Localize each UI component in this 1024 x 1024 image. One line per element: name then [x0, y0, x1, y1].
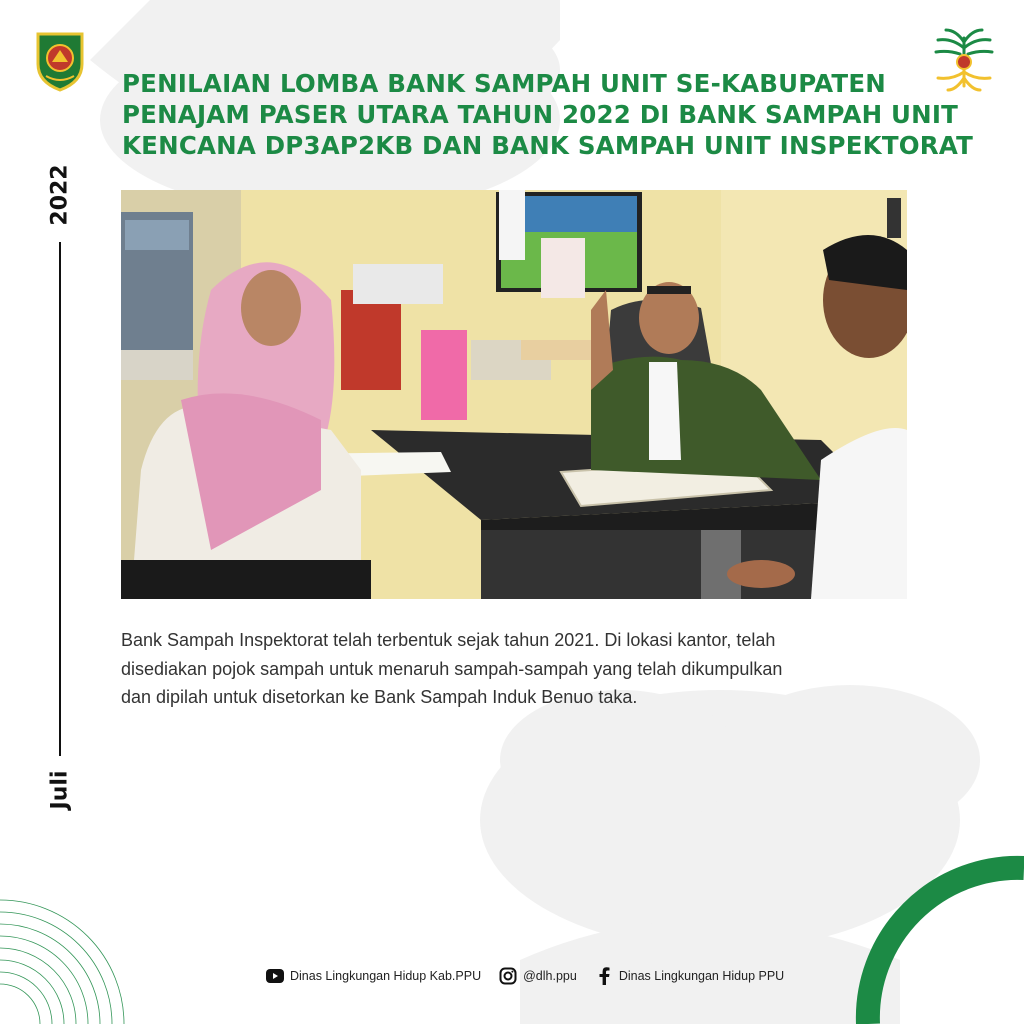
- youtube-icon: [266, 967, 284, 985]
- facebook-icon: [595, 967, 613, 985]
- youtube-link[interactable]: [266, 967, 481, 985]
- title-line: PENAJAM PASER UTARA TAHUN 2022 DI BANK SAMPAH UNIT: [122, 100, 959, 129]
- instagram-icon: [499, 967, 517, 985]
- year-label: 2022: [47, 164, 73, 226]
- concentric-rings: [0, 900, 124, 1024]
- title-line: KENCANA DP3AP2KB DAN BANK SAMPAH UNIT INSPEKTORAT: [122, 131, 974, 160]
- body-line: disediakan pojok sampah untuk menaruh sampah-sampah yang telah dikumpulkan: [121, 658, 783, 679]
- facebook-label: Dinas Lingkungan Hidup PPU: [618, 969, 785, 983]
- year-label-box: [38, 160, 82, 230]
- regency-emblem-logo: [32, 28, 88, 92]
- youtube-label: Dinas Lingkungan Hidup Kab.PPU: [290, 969, 482, 983]
- event-photo: [121, 190, 907, 599]
- month-label: Juli: [47, 770, 73, 810]
- page-title: [122, 68, 982, 161]
- instagram-label: @dlh.ppu: [523, 969, 577, 983]
- body-line: dan dipilah untuk disetorkan ke Bank Sampah Induk Benuo taka.: [121, 687, 638, 707]
- article-body: [121, 626, 921, 712]
- title-line: PENILAIAN LOMBA BANK SAMPAH UNIT SE-KABUPATEN: [122, 69, 886, 98]
- body-line: Bank Sampah Inspektorat telah terbentuk sejak tahun 2021. Di lokasi kantor, telah: [121, 630, 776, 650]
- instagram-link[interactable]: [499, 967, 577, 985]
- facebook-link[interactable]: [595, 967, 784, 985]
- social-footer: [266, 964, 784, 988]
- date-divider-line: [59, 242, 61, 756]
- month-label-box: [38, 762, 82, 818]
- date-sidebar: [38, 160, 82, 820]
